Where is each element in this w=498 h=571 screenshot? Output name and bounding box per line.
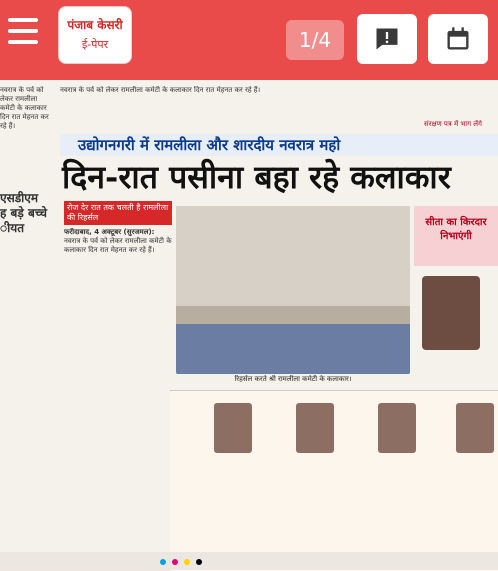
bottom-quotes-section — [170, 390, 498, 571]
app-bar — [0, 0, 498, 80]
menu-icon[interactable] — [8, 18, 38, 44]
quote-thumb-2 — [296, 403, 334, 453]
color-registration-marks — [160, 559, 202, 565]
quote-thumb-4 — [456, 403, 494, 453]
logo-subtitle: ई-पेपर — [81, 38, 109, 51]
side-box-title: सीता का किरदार निभाएंगी — [414, 206, 498, 266]
registration-dot — [172, 559, 178, 565]
top-right-note: संरक्षण पत्र में भाग लेंगे — [424, 120, 482, 128]
quote-block-1 — [170, 395, 252, 505]
app-logo[interactable] — [58, 6, 132, 64]
subhead-redbar: रोज देर रात तक चलती है रामलीला की रिहर्सल — [64, 201, 172, 225]
registration-dot — [184, 559, 190, 565]
article-dateline: फरीदाबाद, 4 अक्टूबर (सुरजमल): — [64, 228, 155, 236]
quote-thumb-1 — [214, 403, 252, 453]
left-col-heading: एसडीएम — [0, 191, 39, 205]
page-footer-strip — [0, 552, 498, 570]
rehearsal-photo — [176, 206, 410, 374]
registration-dot — [196, 559, 202, 565]
calendar-button[interactable] — [428, 14, 488, 64]
top-article-text — [60, 86, 420, 130]
section-banner: उद्योगनगरी में रामलीला और शारदीय नवरात्र महो — [60, 134, 498, 156]
registration-dot — [160, 559, 166, 565]
photo-caption: रिहर्सल करते श्री रामलीला कमेटी के कलाकार। — [234, 375, 352, 383]
article-body: नवरात्र के पर्व को लेकर रामलीला कमेटी के कलाकार दिन रात मेहनत कर रहे हैं। — [64, 237, 172, 254]
message-button[interactable] — [357, 14, 417, 64]
quote-block-4 — [416, 395, 498, 505]
photo-background — [176, 206, 410, 306]
calendar-icon — [444, 25, 472, 53]
logo-title: पंजाब केसरी — [67, 18, 123, 32]
side-box-photo — [422, 276, 480, 350]
quote-block-3 — [334, 395, 416, 505]
quote-block-2 — [252, 395, 334, 505]
quote-thumb-3 — [378, 403, 416, 453]
left-column — [0, 86, 52, 556]
photo-stage-floor — [176, 324, 410, 374]
left-col-subheading: ह बड़े बच्चे — [0, 206, 47, 220]
main-headline: दिन-रात पसीना बहा रहे कलाकार — [62, 158, 451, 196]
top-article-line: नवरात्र के पर्व को लेकर रामलीला कमेटी के कलाकार दिन रात मेहनत कर रहे हैं। — [60, 86, 261, 94]
left-col-text: नवरात्र के पर्व को लेकर रामलीला कमेटी के कलाकार दिन रात मेहनत कर रहे हैं। — [0, 86, 49, 130]
main-article-column — [64, 228, 172, 548]
left-col-subheading-2: ीयत — [0, 221, 25, 235]
page-indicator[interactable]: 1/4 — [286, 20, 344, 60]
message-icon — [373, 25, 401, 53]
